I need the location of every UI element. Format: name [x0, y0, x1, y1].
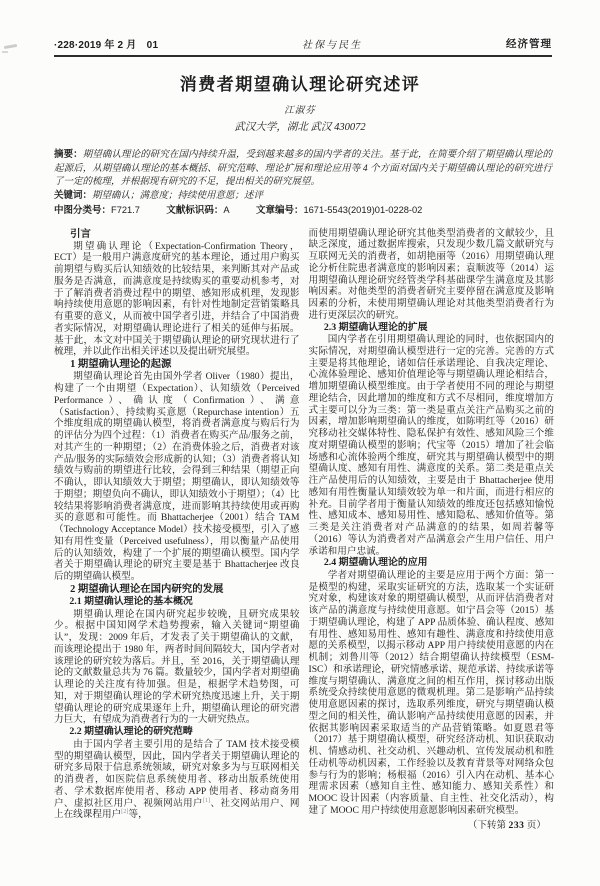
reference-marker: [1] [202, 796, 211, 804]
subsection-heading: 2.4 期望确认理论的应用 [323, 557, 428, 569]
section-heading: 1 期望确认理论的起源 [70, 359, 172, 371]
document-code: 文献标识码：A [166, 205, 230, 216]
page-header [54, 36, 552, 57]
keywords-text: 期望确认；满意度；持续使用意愿；述评 [92, 190, 264, 201]
text-segment: 页） [524, 819, 546, 831]
article-author: 江淑芬 [284, 106, 316, 116]
continuation-page-number: 233 [508, 819, 525, 831]
paragraph: 而使用期望确认理论研究其他类型消费者的文献较少，且缺乏深度，通过数据库搜索，只发现少数几篇文献研究与互联网无关的消费者，如胡艳丽等（2016）用期望确认理论分析住院患者满意度的影响因素；袁顺波等（2014）运用期望确认理论研究经管类学科基础课学生满意度及其影响因素。对他类型的消费者研究主要停留在满意度及影响因素的分析，未使用期望确认理论对其他类型消费者行为进行更深层次的研究。 [308, 227, 554, 321]
scan-artifact [2, 51, 8, 53]
paragraph: 期望确认理论在国内研究起步较晚，且研究成果较少。根据中国知网学术趋势搜索，输入关键词“期望确认”，发现：2009 年后，才发表了关于期望确认的文献，而该理论提出于 1980 年，两者时间间隔较大，国内学者对该理论的研究较为落后。并且，至 2016，关于期望确认理论的文献数量总共为 76 篇。数量较少，国内学者对期望确认理论的关注度有待加强。但是，根据学术趋势图，可知，对于期望确认理论的学术研究热度迅速上升，关于期望确认理论的研究成果逐年上升，期望确认理论的研究潜力巨大，有望成为消费者行为的一大研究热点。 [54, 608, 300, 726]
continuation-note [309, 820, 555, 832]
column-left [54, 228, 300, 832]
article-id: 文章编号：1671-5543(2019)01-0228-02 [255, 205, 423, 216]
paragraph: 期望确认理论首先由国外学者 Oliver（1980）提出，构建了一个由期望（Expectation）、认知绩效（Perceived Performance）、确认度（Confirmation）、满意（Satisfaction）、持续购买意愿（Repurchase intention）五个维度组成的期望确认模型，将消费者满意度与购后行为的评估分为四个过程：（1）消费者在购买产品/服务之前，对其产生的一种期望；（2）在消费体验之后，消费者对该产品/服务的实际绩效会形成新的认知；（3）消费者将认知绩效与购前的期望进行比较，会得到三种结果（期望正向不确认，即认知绩效大于期望；期望确认，即认知绩效等于期望；期望负向不确认，即认知绩效小于期望）；（4）比较结果将影响消费者满意度，进而影响其持续使用或再购买的意愿和可能性。而 Bhattacherjee（2001）结合 TAM（Technology Acceptance Model）技术接受模型，引入了感知有用性变量（Perceived usefulness），用以衡量产品使用后的认知绩效，构建了一个扩展的期望确认模型。国内学者关于期望确认理论的研究主要是基于 Bhattacherjee 改良后的期望确认模型。 [54, 371, 300, 583]
subsection-heading: 2.1 期望确认理论的基本概况 [69, 596, 193, 608]
paragraph [54, 739, 300, 821]
section-heading: 引言 [70, 228, 91, 240]
abstract-text: 期望确认理论的研究在国内持续升温，受到越来越多的国内学者的关注。基于此，在简要介绍了期望确认理论的起源后，从期望确认理论的基本概括、研究范畴、理论扩展和理论应用等 4 个方面对国内关于期望确认理论的研究进行了一定的梳理，并根据现有研究的不足，提出相关的研究展望。 [54, 150, 552, 187]
article-title: 消费者期望确认理论研究述评 [179, 75, 421, 94]
text-segment: 等， [128, 809, 148, 821]
paragraph: 期望确认理论（Expectation-Confirmation Theory，ECT）是一般用户满意度研究的基本理论，通过用户购买前期望与购买后认知绩效的比较结果，来判断其对产品或服务是否满意，而满意度是持续购买的重要动机参考，对于了解消费者消费过程中的期望、感知形成机理，发现影响持续使用意愿的影响因素，有针对性地制定营销策略具有重要的意义，从而被中国学者引进，并结合了中国消费者实际情况，对期望确认理论进行了相关的延伸与拓展。基于此，本文对中国关于期望确认理论的研究现状进行了梳理，并以此作出相关评述以及提出研究展望。 [54, 240, 300, 358]
journal-section: 经济管理 [506, 39, 552, 50]
subsection-heading: 2.3 期望确认理论的扩展 [323, 321, 428, 333]
keywords [54, 190, 552, 204]
meta-line [54, 204, 552, 219]
clc-number: 中图分类号：F721.7 [54, 205, 140, 216]
abstract [54, 149, 552, 190]
section-heading: 2 期望确认理论在国内研究的发展 [70, 583, 224, 595]
front-matter [54, 149, 552, 219]
scan-artifact [4, 44, 17, 49]
article-affiliation: 武汉大学，湖北 武汉 430072 [234, 122, 366, 133]
subsection-heading: 2.2 期望确认理论的研究范畴 [69, 726, 193, 738]
text-segment: 、社交网站用户、网上在线课程用户 [54, 797, 300, 821]
article-body [54, 228, 554, 832]
paragraph: 国内学者在引用期望确认理论的同时，也依据国内的实际情况，对期望确认模型进行一定的完善。完善的方式主要是将其他理论，诸如信任承诺理论、自我决定理论、心流体验理论、感知价值理论等与期望确认理论相结合，增加期望确认模型维度。由于学者使用不同的理论与期望理论结合，因此增加的维度和方式不尽相同，维度增加方式主要可以分为三类：第一类是重点关注产品购买之前的因素，增加影响期望确认的维度，如陈明红等（2016）研究移动社交媒体特性、隐私保护有效性、感知风险三个维度对期望确认模型的影响；代宝等（2015）增加了社会临场感和心流体验两个维度，研究其与期望确认模型中的期望确认度、感知有用性、满意度的关系。第二类是重点关注产品使用后的认知绩效，主要是由于 Bhattacherjee 使用感知有用性衡量认知绩效较为单一和片面，而进行相应的补充。目前学者用于衡量认知绩效的维度还包括感知愉悦性、感知成本、感知易用性、感知隐私、感知价值等。第三类是关注消费者对产品满意的的结果，如周若馨等（2016）等认为消费者对产品满意会产生用户信任、用户承诺和用户忠诚。 [308, 334, 554, 557]
paragraph: 学者对期望确认理论的主要是应用于两个方面：第一是模型的构建，采取实证研究的方法，选取某一个实证研究对象，构建该对象的期望确认模型，从而评估消费者对该产品的满意度与持续使用意愿。如宁昌会等（2015）基于期望确认理论，构建了 APP 品质体验、确认程度、感知有用性、感知易用性、感知有趣性、满意度和持续使用意愿的关系模型，以揭示移动 APP 用户持续使用意愿的内在机制；刘鲁川等（2012）结合期望确认持续模型（ESM-ISC）和承诺理论，研究情感承诺、规范承诺、持续承诺等维度与期望确认、满意度之间的相互作用，探讨移动出版系统受众持续使用意愿的微观机理。第二是影响产品持续使用意愿因素的探讨，选取系列维度，研究与期望确认模型之间的相关性，确认影响产品持续使用意愿的因素，并依据其影响因素采取适当的产品营销策略。如夏恩君等（2017）基于期望确认模型，研究经济动机、知识获取动机、情感动机、社交动机、兴趣动机、宣传发展动机和胜任动机等动机因素，工作经验以及教育背景等对网络众包参与行为的影响；杨根福（2016）引入内在动机、基本心理需求因素（感知自主性、感知能力、感知关系性）和 MOOC 设计因素（内容质量、自主性、社交化活动），构建了 MOOC 用户持续使用意愿影响因素研究模型。 [308, 569, 554, 816]
page-number-and-date: ·228·2019 年 2 月 01 [54, 40, 159, 51]
text-segment: 由于国内学者主要引用的是结合了 TAM 技术接受模型的期望确认模型，因此，国内学者关于期望确认理论的研究多局限于信息系统领域，研究对象多为与互联网相关的消费者，如医院信息系统使用者、移动出版系统使用者、学术数据库使用者、移动 APP 使用者、移动商务用户、虚拟社区用户、视频网站用户 [54, 738, 300, 809]
column-right [309, 228, 555, 832]
keywords-label: 关键词： [54, 190, 93, 201]
text-segment: （下转第 [467, 819, 509, 831]
reference-marker: [2] [121, 808, 129, 816]
abstract-label: 摘要： [54, 150, 83, 160]
journal-name: 社保与民生 [302, 40, 363, 51]
